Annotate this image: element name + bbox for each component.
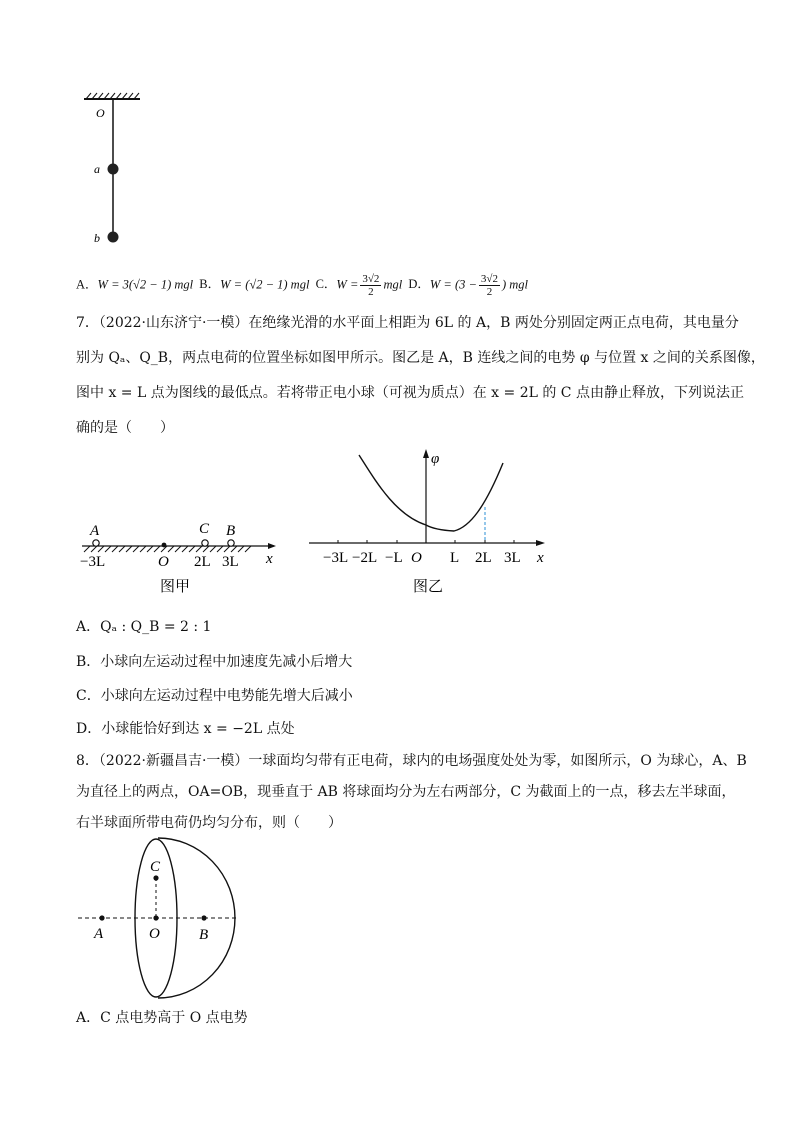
q7-line-3: 图中 x = L 点为图线的最低点。若将带正电小球（可视为质点）在 x = 2L 的 C 点由静止释放，下列说法正 — [76, 385, 744, 401]
tick-l: L — [450, 550, 460, 566]
q6-option-d-pre: W = (3 − — [429, 277, 477, 292]
label-c: C — [150, 859, 161, 875]
tick-2l: 2L — [475, 550, 492, 566]
q6-option-d-num: 3√2 — [480, 273, 498, 285]
q8-line-2: 为直径上的两点，OA=OB，现垂直于 AB 将球面均分为左右两部分，C 为截面上的一点，移去左半球面， — [76, 784, 736, 800]
label-a: a — [94, 162, 100, 176]
q6-option-c-fraction — [360, 273, 381, 298]
tick-neg2l: −2L — [352, 550, 378, 566]
point-c — [202, 540, 208, 546]
q6-option-d-fraction — [479, 273, 500, 298]
q6-option-d-post: ) mgl — [501, 277, 529, 292]
y-axis-arrow — [423, 449, 429, 458]
q7-option-b: B．小球向左运动过程中加速度先减小后增大 — [76, 654, 353, 670]
caption-yi: 图乙 — [413, 579, 444, 595]
q7-option-d: D．小球能恰好到达 x = −2L 点处 — [76, 721, 295, 737]
q8-option-a: A．C 点电势高于 O 点电势 — [76, 1010, 248, 1026]
point-a — [99, 915, 104, 920]
q6-option-d-den: 2 — [486, 286, 493, 298]
pendulum-figure — [76, 90, 156, 250]
ground-hatch — [84, 546, 251, 552]
label-o: O — [96, 106, 105, 120]
tick-neg3l: −3L — [80, 554, 106, 570]
q7-line-2: 别为 Qₐ、Q_B，两点电荷的位置坐标如图甲所示。图乙是 A，B 连线之间的电势 φ 与位置 x 之间的关系图像， — [76, 350, 765, 366]
point-c — [153, 875, 158, 880]
ball-b — [108, 232, 119, 243]
q6-option-b-label: B． — [199, 277, 221, 292]
q6-option-d-label: D． — [408, 277, 430, 292]
label-phi: φ — [431, 451, 440, 467]
q7-option-c: C．小球向左运动过程中电势能先增大后减小 — [76, 688, 353, 704]
point-o — [153, 915, 158, 920]
figure-yi — [305, 445, 555, 600]
axis-arrow — [268, 543, 276, 549]
tick-o: O — [411, 550, 422, 566]
label-c: C — [199, 521, 210, 537]
x-axis-arrow — [536, 540, 545, 546]
q6-option-c-den: 2 — [368, 286, 374, 298]
label-b: B — [226, 523, 236, 539]
q8-line-3: 右半球面所带电荷仍均匀分布，则（ ） — [76, 815, 342, 831]
q6-option-b: W = (√2 − 1) mgl — [220, 277, 310, 292]
q7-line-4: 确的是（ ） — [76, 420, 174, 436]
point-b — [201, 915, 206, 920]
tick-2l: 2L — [194, 554, 211, 570]
q8-line-1: 8．（2022·新疆昌吉·一模）一球面均匀带有正电荷，球内的电场强度处处为零，如图所示，O 为球心，A、B — [76, 753, 747, 769]
tick-3l: 3L — [222, 554, 239, 570]
label-x: x — [537, 550, 544, 566]
q6-option-c-pre: W = — [336, 277, 359, 292]
label-x: x — [266, 551, 273, 567]
tick-negl: −L — [385, 550, 403, 566]
charge-a — [93, 540, 99, 546]
hemisphere-figure — [76, 835, 246, 1005]
caption-jia: 图甲 — [160, 579, 191, 595]
label-o: O — [149, 926, 160, 942]
q7-option-a: A．Qₐ : Q_B = 2 : 1 — [76, 619, 212, 635]
label-a: A — [90, 523, 100, 539]
q6-option-c-post: mgl — [383, 277, 403, 292]
label-a: A — [94, 926, 104, 942]
q6-option-a-label: A． — [76, 277, 98, 292]
ball-a — [108, 164, 119, 175]
q6-option-a: W = 3(√2 − 1) mgl — [97, 277, 194, 292]
tick-neg3l: −3L — [323, 550, 349, 566]
label-b: b — [94, 231, 100, 245]
label-b: B — [199, 927, 209, 943]
q6-option-c-num: 3√2 — [362, 273, 380, 285]
q6-option-c-label: C． — [315, 277, 337, 292]
figure-jia — [78, 515, 288, 600]
tick-3l: 3L — [504, 550, 521, 566]
tick-o: O — [158, 554, 169, 570]
charge-b — [228, 540, 234, 546]
q6-options — [76, 273, 528, 298]
origin-dot — [162, 543, 167, 548]
q7-line-1: 7．（2022·山东济宁·一模）在绝缘光滑的水平面上相距为 6L 的 A，B 两处分别固定两正点电荷，其电量分 — [76, 315, 739, 331]
